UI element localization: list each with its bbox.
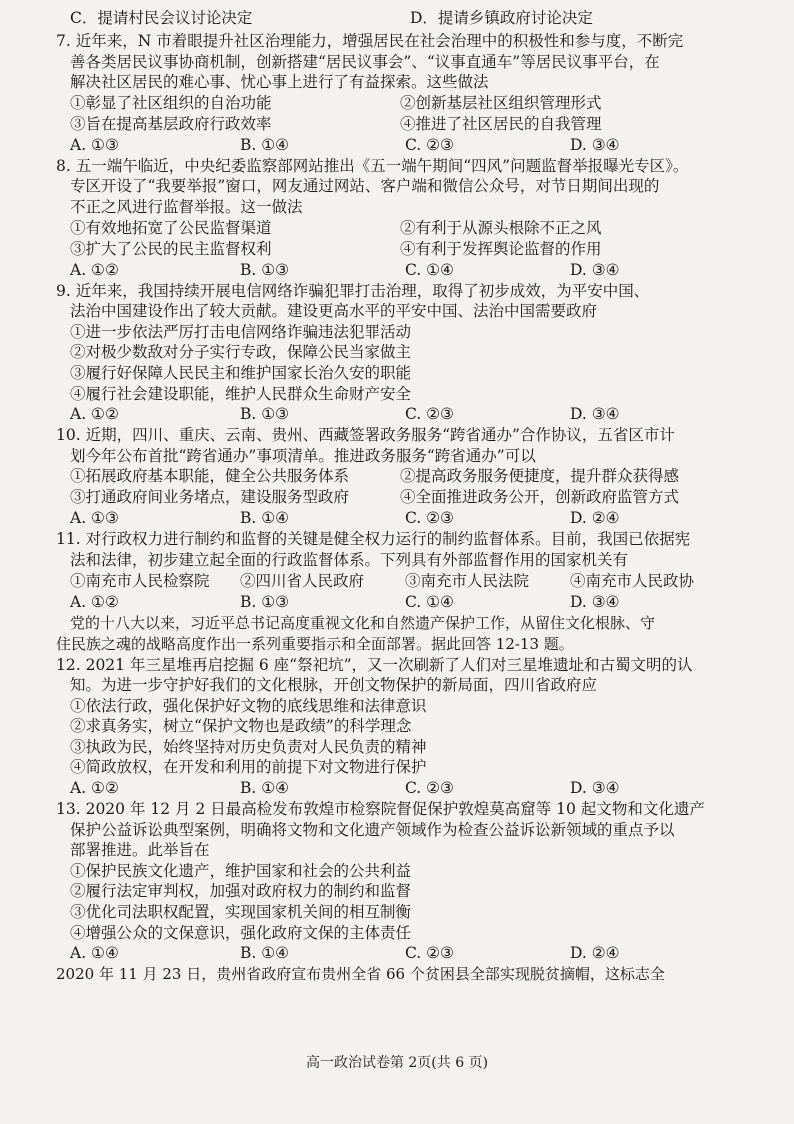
- q8-item-2: ②有利于从源头根除不正之风: [400, 218, 602, 237]
- q13-item-3: ③优化司法职权配置，实现国家机关间的相互制衡: [70, 903, 412, 922]
- q12-choice-a: A. ①②: [70, 779, 119, 798]
- q13-choice-a: A. ①④: [70, 944, 119, 963]
- q10-choice-a: A. ①③: [70, 509, 119, 528]
- q7-items: [56, 93, 756, 114]
- passage-line: 党的十八大以来，习近平总书记高度重视文化和自然遗产保护工作，从留住文化根脉、守: [70, 613, 656, 632]
- q13-stem-line: 13. 2020 年 12 月 2 日最高检发布敦煌市检察院督促保护敦煌莫高窟等 10 起文物和文化遗产: [56, 800, 705, 819]
- question-7: [56, 31, 756, 156]
- q11-choice-a: A. ①②: [70, 592, 119, 611]
- q11-choice-b: B. ①③: [240, 592, 290, 611]
- q10-choice-b: B. ①④: [240, 509, 290, 528]
- q8-items: [56, 218, 756, 239]
- q7-stem-line: 解决社区居民的难心事、忧心事上进行了有益探索。这些做法: [70, 73, 489, 92]
- q11-item-4: ④南充市人民政协: [570, 571, 695, 590]
- q9-choice-a: A. ①②: [70, 405, 119, 424]
- q10-item-4: ④全面推进政务公开，创新政府监管方式: [400, 488, 680, 507]
- question-9: [56, 281, 756, 426]
- question-10: [56, 425, 756, 529]
- q9-choice-d: D. ③④: [570, 405, 620, 424]
- q11-stem-line: 11. 对行政权力进行制约和监督的关键是健全权力运行的制约监督体系。目前，我国已依据宪: [56, 530, 691, 549]
- q12-choice-c: C. ②③: [405, 779, 454, 798]
- q10-choice-c: C. ②③: [405, 509, 454, 528]
- q7-item-2: ②创新基层社区组织管理形式: [400, 93, 602, 112]
- q8-item-3: ③扩大了公民的民主监督权利: [70, 239, 272, 258]
- q13-choice-b: B. ①④: [240, 944, 290, 963]
- q9-choice-c: C. ②③: [405, 405, 454, 424]
- q11-item-3: ③南充市人民法院: [405, 571, 530, 590]
- q13-choices: [56, 943, 756, 964]
- q13-choice-d: D. ②④: [570, 944, 620, 963]
- q9-item-3: ③履行好保障人民民主和维护国家长治久安的职能: [70, 363, 412, 382]
- q7-choice-d: D. ③④: [570, 135, 620, 154]
- q8-item-1: ①有效地拓宽了公民监督渠道: [70, 218, 272, 237]
- q8-choice-a: A. ①②: [70, 260, 119, 279]
- q7-item-4: ④推进了社区居民的自我管理: [400, 114, 602, 133]
- q6-option-d: D．提请乡镇政府讨论决定: [410, 9, 593, 27]
- q10-items: [56, 487, 756, 508]
- q10-choice-d: D. ②④: [570, 509, 620, 528]
- q7-stem-line: 善各类居民议事协商机制，创新搭建“居民议事会”、“议事直通车”等居民议事平台，在: [70, 52, 660, 71]
- q12-stem-line: 知。为进一步守护好我们的文化根脉，开创文物保护的新局面，四川省政府应: [70, 676, 598, 695]
- q9-stem-line: 法治中国建设作出了较大贡献。建设更高水平的平安中国、法治中国需要政府: [70, 302, 598, 321]
- q10-item-2: ②提高政务服务便捷度，提升群众获得感: [400, 467, 680, 486]
- q11-choice-d: D. ③④: [570, 592, 620, 611]
- q11-items: [56, 571, 756, 592]
- q12-choice-d: D. ③④: [570, 779, 620, 798]
- q13-stem-line: 保护公益诉讼典型案例，明确将文物和文化遗产领域作为检查公益诉讼新领域的重点予以: [70, 820, 675, 839]
- q6-option-c: C．提请村民会议讨论决定: [70, 9, 253, 27]
- q7-choices: [56, 135, 756, 156]
- q8-stem-line: 不正之风进行监督举报。这一做法: [70, 197, 303, 216]
- q14-passage-start: 2020 年 11 月 23 日，贵州省政府宣布贵州全省 66 个贫困县全部实现脱贫摘帽，这标志全: [56, 965, 665, 984]
- q8-choice-c: C. ①④: [405, 260, 454, 279]
- q7-choice-b: B. ①④: [240, 135, 290, 154]
- q11-choice-c: C. ①④: [405, 592, 454, 611]
- q12-choices: [56, 778, 756, 799]
- q8-stem-line: 专区开设了“我要举报”窗口，网友通过网站、客户端和微信公众号，对节日期间出现的: [70, 177, 660, 196]
- q9-item-1: ①进一步依法严厉打击电信网络诈骗违法犯罪活动: [70, 322, 412, 341]
- q9-item-4: ④履行社会建设职能，维护人民群众生命财产安全: [70, 384, 412, 403]
- q9-choice-b: B. ①③: [240, 405, 290, 424]
- q8-choices: [56, 260, 756, 281]
- q9-choices: [56, 404, 756, 425]
- page-footer: 高一政治试卷第 2页(共 6 页): [305, 1055, 489, 1071]
- exam-content: [56, 8, 756, 985]
- q8-stem-line: 8. 五一端午临近，中央纪委监察部网站推出《五一端午期间“四风”问题监督举报曝光专区》。: [56, 156, 689, 175]
- q10-choices: [56, 508, 756, 529]
- question-12: [56, 655, 756, 800]
- q7-choice-c: C. ②③: [405, 135, 454, 154]
- q12-item-2: ②求真务实，树立“保护文物也是政绩”的科学理念: [70, 717, 412, 736]
- q12-item-3: ③执政为民，始终坚持对历史负责对人民负责的精神: [70, 737, 427, 756]
- q7-item-1: ①彰显了社区组织的自治功能: [70, 93, 272, 112]
- q11-choices: [56, 592, 756, 613]
- q8-items: [56, 239, 756, 260]
- q10-item-1: ①拓展政府基本职能，健全公共服务体系: [70, 467, 350, 486]
- q11-item-2: ②四川省人民政府: [240, 571, 365, 590]
- q8-choice-d: D. ③④: [570, 260, 620, 279]
- q12-choice-b: B. ①④: [240, 779, 290, 798]
- q10-stem-line: 10. 近期，四川、重庆、云南、贵州、西藏签署政务服务“跨省通办”合作协议，五省区市计: [56, 426, 675, 445]
- q7-stem-line: 7. 近年来，N 市着眼提升社区治理能力，增强居民在社会治理中的积极性和参与度，不断完: [56, 32, 684, 50]
- q10-items: [56, 466, 756, 487]
- q10-item-3: ③打通政府间业务堵点，建设服务型政府: [70, 488, 350, 507]
- question-8: [56, 156, 756, 281]
- q7-item-3: ③旨在提高基层政府行政效率: [70, 114, 272, 133]
- q7-items: [56, 114, 756, 135]
- q7-choice-a: A. ①③: [70, 135, 119, 154]
- q11-stem-line: 法和法律，初步建立起全面的行政监督体系。下列具有外部监督作用的国家机关有: [70, 550, 629, 569]
- q9-item-2: ②对极少数敌对分子实行专政，保障公民当家做主: [70, 343, 412, 362]
- q11-item-1: ①南充市人民检察院: [70, 571, 210, 590]
- q13-item-4: ④增强公众的文保意识，强化政府文保的主体责任: [70, 923, 412, 942]
- question-13: [56, 799, 756, 964]
- q12-stem-line: 12. 2021 年三星堆再启挖掘 6 座“祭祀坑”，又一次刷新了人们对三星堆遗址和古蜀文明的认: [56, 655, 693, 674]
- q8-choice-b: B. ①③: [240, 260, 290, 279]
- q10-stem-line: 划今年公布首批“跨省通办”事项清单。推进政务服务“跨省通办”可以: [70, 446, 536, 465]
- q13-stem-line: 部署推进。此举旨在: [70, 841, 210, 860]
- passage-12-13: [56, 613, 756, 655]
- passage-line: 住民族之魂的战略高度作出一系列重要指示和全面部署。据此回答 12-13 题。: [56, 634, 574, 653]
- q13-choice-c: C. ②③: [405, 944, 454, 963]
- q13-item-2: ②履行法定审判权，加强对政府权力的制约和监督: [70, 882, 412, 901]
- q13-item-1: ①保护民族文化遗产，维护国家和社会的公共利益: [70, 861, 412, 880]
- q8-item-4: ④有利于发挥舆论监督的作用: [400, 239, 602, 258]
- q12-item-1: ①依法行政，强化保护好文物的底线思维和法律意识: [70, 696, 427, 715]
- q9-stem-line: 9. 近年来，我国持续开展电信网络诈骗犯罪打击治理，取得了初步成效，为平安中国、: [56, 281, 650, 300]
- q12-item-4: ④简政放权，在开发和利用的前提下对文物进行保护: [70, 758, 427, 777]
- question-11: [56, 529, 756, 612]
- q6-options: [56, 8, 756, 29]
